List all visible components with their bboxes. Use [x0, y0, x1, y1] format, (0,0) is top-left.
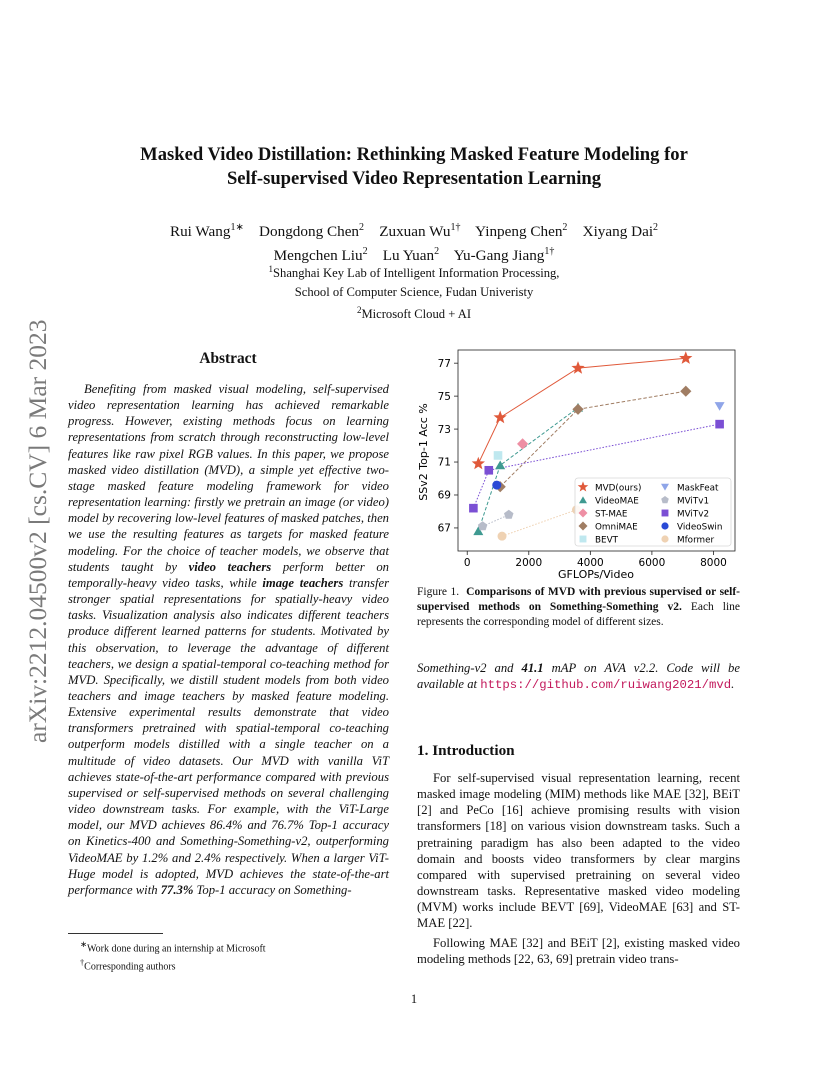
data-point-mvitv2: [715, 420, 724, 429]
y-tick-label: 69: [437, 489, 451, 502]
author-list: [0, 218, 828, 266]
section-heading-introduction: 1. Introduction: [417, 742, 515, 759]
page-number: 1: [410, 992, 418, 1006]
abstract-body: Benefiting from masked visual modeling, self-supervised video representation learning has achieved remarkable progress. However, existing methods focus on learning representations from scratch through reconstructing low-level features like raw pixel RGB values. In this paper, we propose masked video distillation (MVD), a simple yet effective two-stage masked feature modeling framework for video representation learning: firstly we pretrain an image (or video) model by recovering low-level features of masked patches, then we use the resulting features as targets for masked feature modeling. For the choice of teacher models, we observe that students taught by video teachers perform better on temporally-heavy video tasks, while image teachers transfer stronger spatial representations for spatially-heavy video tasks. Visualization analysis also indicates different teachers produce different learned patterns for students. Motivated by this observation, to leverage the advantage of different teachers, we design a spatial-temporal co-teaching method for MVD. Specifically, we distill student models from both video teachers and image teachers by masked feature modeling. Extensive experimental results demonstrate that video transformers pretrained with spatial-temporal co-teaching outperform models distilled with a single teacher on a multitude of video datasets. Our MVD with vanilla ViT achieves state-of-the-art performance compared with previous supervised or self-supervised methods on several challenging video downstream tasks. For example, with the ViT-Large model, our MVD achieves 86.4% and 76.7% Top-1 accuracy on Kinetics-400 and Something-Something-v2, outperforming VideoMAE by 1.2% and 2.4% respectively. When a larger ViT-Huge model is adopted, MVD achieves the state-of-the-art performance with 77.3% Top-1 accuracy on Something-: [68, 382, 389, 897]
data-point-videoswin: [492, 481, 501, 490]
title-line-2: Self-supervised Video Representation Learning: [226, 168, 602, 189]
author: Lu Yuan$^2$: [382, 246, 440, 265]
data-point-mformer: [498, 532, 507, 541]
data-point-mvitv2: [484, 466, 493, 475]
affiliation-1a: $^1$Shanghai Key Lab of Intelligent Information Processing,: [268, 264, 560, 281]
abstract-heading: Abstract: [199, 350, 257, 367]
authors-line-1: [0, 218, 828, 242]
legend-label-mvd-ours: MVD(ours): [595, 483, 642, 494]
code-url-link[interactable]: https://github.com/ruiwang2021/mvd: [480, 678, 732, 693]
legend-label-mvitv2: MViTv2: [677, 509, 710, 520]
legend-label-mvitv1: MViTv1: [677, 496, 710, 507]
y-tick-label: 75: [437, 390, 451, 403]
bold-image-teachers: image teachers: [262, 575, 344, 590]
x-tick-label: 6000: [638, 557, 666, 569]
arxiv-identifier: arXiv:2212.04500v2 [cs.CV] 6 Mar 2023: [23, 319, 52, 743]
paper-title: [0, 143, 828, 191]
author: Dongdong Chen$^2$: [259, 222, 365, 241]
legend-label-bevt: BEVT: [595, 535, 618, 546]
x-axis-label: GFLOPs/Video: [558, 568, 634, 581]
x-tick-label: 4000: [576, 557, 604, 569]
legend-marker-mformer: [661, 535, 668, 542]
legend-label-videoswin: VideoSwin: [677, 522, 723, 533]
x-tick-label: 8000: [700, 557, 727, 569]
x-tick-label: 2000: [515, 557, 543, 569]
footnote-rule: [68, 933, 163, 934]
y-tick-label: 67: [437, 522, 451, 535]
y-axis-label: SSv2 Top-1 Acc %: [417, 403, 430, 501]
author: Rui Wang$^{1∗}$: [169, 222, 244, 241]
bold-accuracy: 77.3%: [160, 882, 194, 897]
author: Zuxuan $Wu^{1\dagger}$: [379, 222, 461, 241]
y-tick-label: 73: [437, 423, 451, 436]
author: Xiyang Dai$^2$: [582, 222, 659, 241]
x-tick-label: 0: [463, 557, 471, 569]
data-point-bevt: [494, 451, 503, 460]
footnotes: ∗Work done during an internship at Microsoft †Corresponding authors: [80, 940, 266, 973]
affiliation-1b: School of Computer Science, Fudan Univeristy: [294, 284, 534, 299]
author: Mengchen Liu$^2$: [273, 246, 368, 265]
title-line-1: Masked Video Distillation: Rethinking Masked Feature Modeling for: [140, 144, 688, 165]
legend-marker-mvitv2: [662, 510, 669, 517]
legend-marker-bevt: [580, 536, 587, 543]
intro-paragraph-1: For self-supervised visual representation learning, recent masked image modeling (MIM) methods like MAE [32], BEiT [2] and PeCo [16] achieve promising results with vision transformers [18] on various vision downstream tasks. Such a pretraining paradigm has also been adapted to the video domain and boosts video transformers by clear margins compared with supervised pretraining on several video downstream tasks. Representative masked video modeling (MVM) works include BEVT [69], VideoMAE [63] and ST-MAE [22].: [417, 771, 740, 931]
y-tick-label: 77: [437, 357, 451, 370]
legend-label-st-mae: ST-MAE: [595, 509, 628, 520]
legend-label-videomae: VideoMAE: [595, 496, 639, 507]
affiliations: [0, 260, 828, 324]
legend-label-omnimae: OmniMAE: [595, 522, 638, 533]
bold-video-teachers: video teachers: [188, 559, 272, 574]
data-point-mvitv2: [469, 504, 478, 513]
author: Yu-Gang Jiang$^{1\dagger}$: [453, 246, 555, 265]
legend-label-maskfeat: MaskFeat: [677, 483, 719, 494]
abstract-continuation: Something-v2 and 41.1 mAP on AVA v2.2. Code will be available at https://github.com/ruiwang2021/mvd.: [417, 661, 740, 693]
y-tick-label: 71: [437, 456, 451, 469]
author: Yinpeng Chen$^2$: [475, 222, 568, 241]
legend-marker-videoswin: [661, 522, 668, 529]
intro-paragraph-2: Following MAE [32] and BEiT [2], existing masked video modeling methods [22, 63, 69] pretrain video trans-: [417, 935, 740, 966]
figure-1-chart: [407, 344, 742, 582]
introduction-body: [417, 770, 740, 970]
figure-1-caption: Figure 1. Comparisons of MVD with previous supervised or self-supervised methods on Something-Something v2. Each line represents the corresponding model of different sizes.: [417, 586, 741, 629]
affiliation-2: $^2$Microsoft Cloud + AI: [356, 305, 472, 322]
legend-label-mformer: Mformer: [677, 535, 715, 546]
